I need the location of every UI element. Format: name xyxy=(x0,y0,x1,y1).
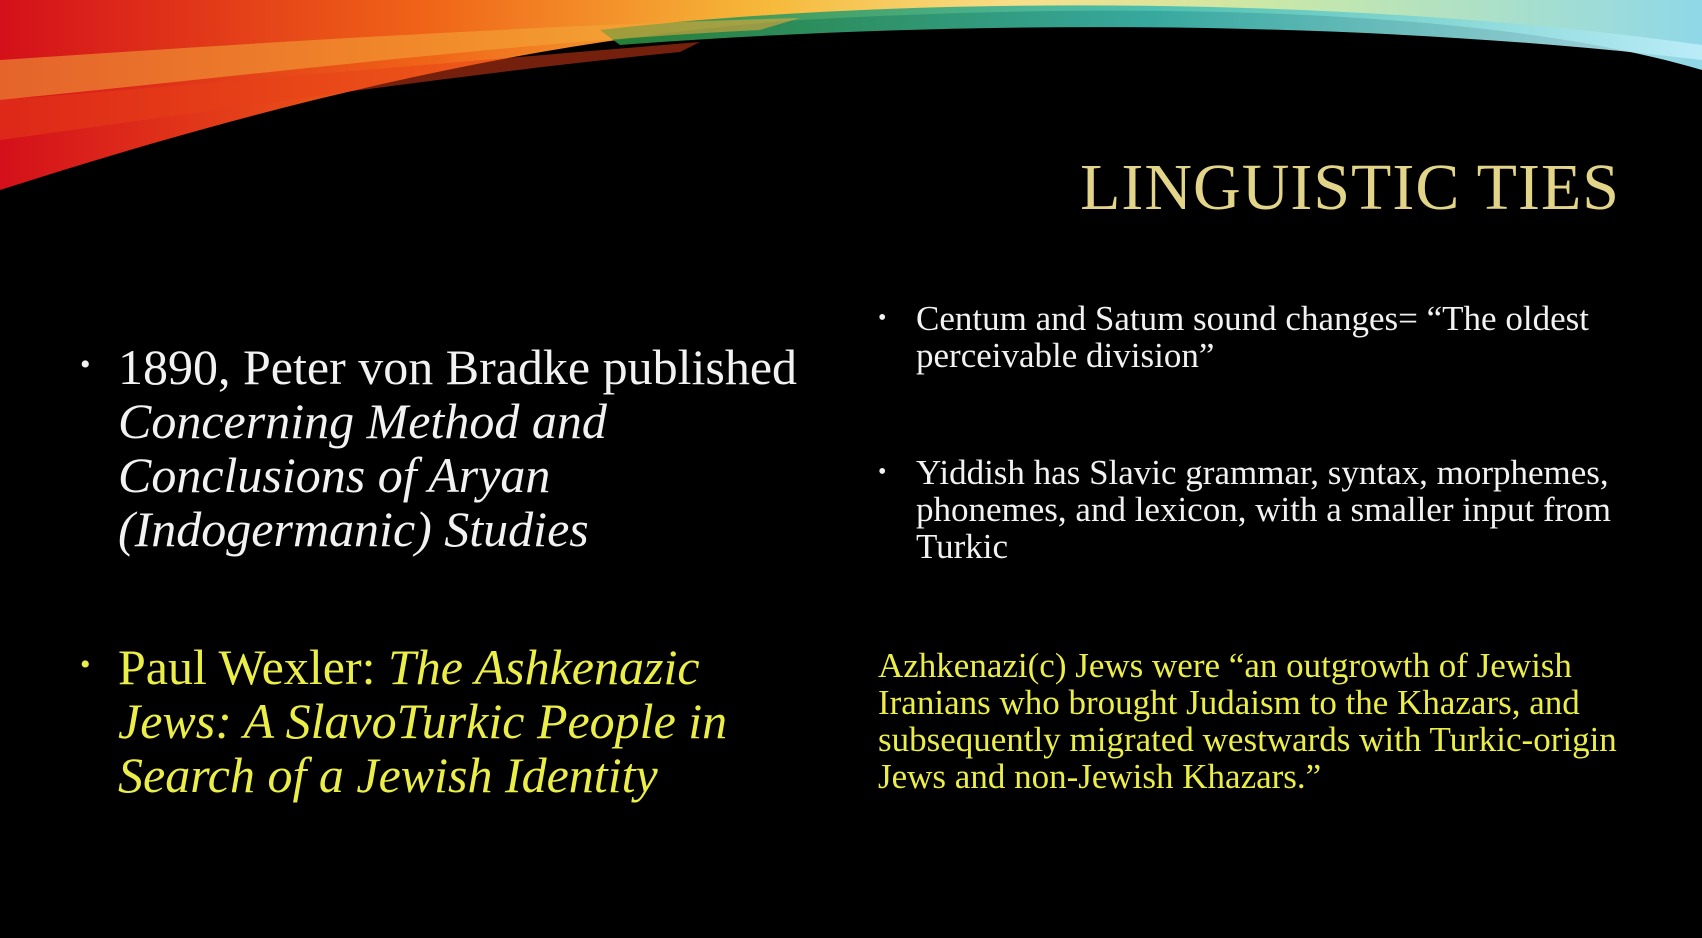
bullet-text: Paul Wexler: xyxy=(118,639,388,695)
bullet-marker: • xyxy=(80,648,91,681)
wexler-quote: Azhkenazi(c) Jews were “an outgrowth of Jewish Iranians who brought Judaism to the Khazars, and subsequently migrated westwards with Turkic-origin Jews and non-Jewish Khazars.” xyxy=(878,646,1617,796)
bullet-wexler xyxy=(80,640,820,802)
left-column xyxy=(80,340,820,802)
bullet-bradke xyxy=(80,340,820,556)
bullet-marker: • xyxy=(878,305,887,331)
slide-title: LINGUISTIC TIES xyxy=(1080,151,1620,224)
bullet-marker: • xyxy=(80,348,91,381)
book-title: The Ashkenazic Jews: A SlavoTurkic People in Search of a Jewish Identity xyxy=(118,639,728,803)
bullet-centum-satum xyxy=(878,300,1668,374)
bullet-text: Yiddish has Slavic grammar, syntax, morphemes, phonemes, and lexicon, with a smaller input from Turkic xyxy=(916,453,1611,566)
bullet-text: Centum and Satum sound changes= “The oldest perceivable division” xyxy=(916,299,1589,375)
book-title: Concerning Method and Conclusions of Aryan (Indogermanic) Studies xyxy=(118,393,607,557)
bullet-marker: • xyxy=(878,459,887,485)
right-column xyxy=(878,300,1668,795)
bullet-text: 1890, Peter von Bradke published xyxy=(118,339,798,395)
bullet-yiddish xyxy=(878,454,1668,565)
